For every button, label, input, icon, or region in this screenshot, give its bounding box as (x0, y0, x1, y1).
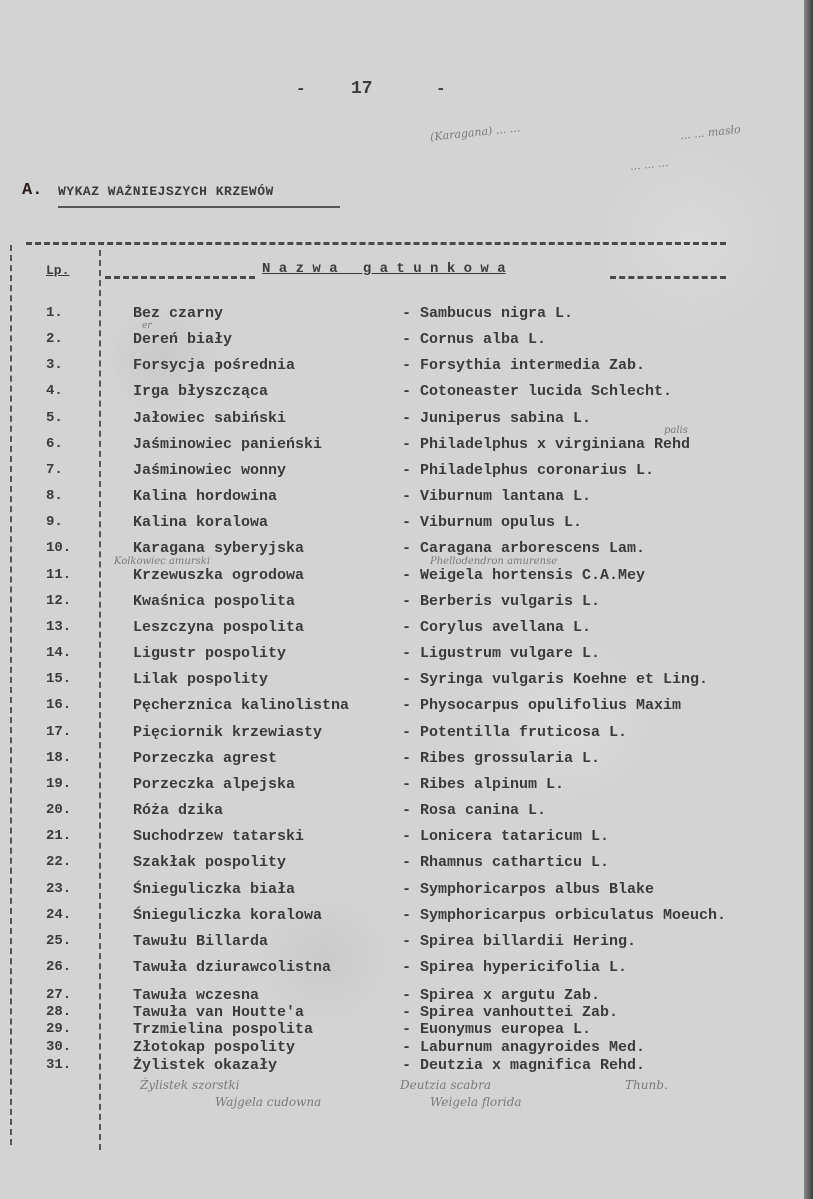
polish-name: Irga błyszcząca (133, 383, 269, 401)
handwritten-note: Phellodendron amurense (430, 556, 558, 567)
table-top-rule (26, 242, 726, 245)
header-rule-right (610, 276, 726, 279)
row-number: 21. (46, 828, 72, 845)
latin-name: - Symphoricarpos albus Blake (402, 880, 655, 898)
row-number: 13. (46, 618, 72, 635)
polish-name: Bez czarny (133, 305, 224, 322)
polish-name: Trzmielina pospolita (133, 1021, 314, 1038)
row-number: 24. (46, 906, 72, 923)
latin-name: - Juniperus sabina L. (402, 409, 592, 427)
latin-name: - Philadelphus coronarius L. (402, 461, 655, 479)
polish-name: Leszczyna pospolita (133, 618, 305, 636)
polish-name: Szakłak pospolity (133, 854, 287, 872)
polish-name: Tawuła dziurawcolistna (133, 959, 332, 976)
latin-name: - Lonicera tataricum L. (402, 828, 610, 846)
polish-name: Róża dzika (133, 802, 224, 820)
header-rule-left (105, 276, 255, 279)
polish-name: Kalina hordowina (133, 488, 278, 506)
polish-name: Żylistek okazały (133, 1057, 278, 1074)
row-number: 8. (46, 488, 63, 505)
left-border-rule (10, 245, 12, 1145)
polish-name: Jaśminowiec panieński (133, 435, 323, 453)
row-number: 18. (46, 749, 72, 766)
row-number: 12. (46, 592, 72, 609)
row-number: 28. (46, 1004, 72, 1020)
page-number: 17 (351, 79, 373, 99)
row-number: 6. (46, 435, 63, 452)
latin-name: - Syringa vulgaris Koehne et Ling. (402, 671, 709, 689)
latin-name: - Symphoricarpus orbiculatus Moeuch. (402, 906, 727, 924)
latin-name: - Forsythia intermedia Zab. (402, 357, 646, 375)
row-number: 10. (46, 540, 72, 557)
row-number: 23. (46, 880, 72, 897)
latin-name: - Weigela hortensis C.A.Mey (402, 566, 646, 584)
latin-name: - Philadelphus x virginiana Rehd (402, 435, 691, 453)
row-number: 19. (46, 775, 72, 792)
polish-name: Złotokap pospolity (133, 1039, 296, 1056)
row-number: 22. (46, 854, 72, 871)
polish-name: Kalina koralowa (133, 514, 269, 532)
row-number: 4. (46, 383, 63, 400)
polish-name: Śnieguliczka koralowa (133, 906, 323, 924)
latin-name: - Deutzia x magnifica Rehd. (402, 1057, 646, 1074)
latin-name: - Caragana arborescens Lam. (402, 540, 646, 558)
polish-name: Porzeczka alpejska (133, 775, 296, 793)
handwritten-note: Thunb. (625, 1078, 668, 1092)
polish-name: Porzeczka agrest (133, 749, 278, 767)
polish-name: Tawuła van Houtte'a (133, 1004, 305, 1021)
polish-name: Suchodrzew tatarski (133, 828, 305, 846)
row-number: 20. (46, 802, 72, 819)
polish-name: Pięciornik krzewiasty (133, 723, 323, 741)
latin-name: - Euonymus europea L. (402, 1021, 592, 1038)
polish-name: Tawułu Billarda (133, 932, 269, 950)
handwritten-note: ... ... ... (629, 156, 669, 173)
row-number: 25. (46, 932, 72, 949)
handwritten-note: Kolkowiec amurski (114, 556, 211, 567)
column-header-name: N a z w a g a t u n k o w a (262, 261, 506, 277)
polish-name: Jaśminowiec wonny (133, 461, 287, 479)
handwritten-note: ... ... masło (679, 122, 742, 143)
polish-name: Pęcherznica kalinolistna (133, 697, 350, 715)
handwritten-note: Weigela florida (430, 1095, 522, 1109)
latin-name: - Spirea x argutu Zab. (402, 987, 601, 1004)
polish-name: Ligustr pospolity (133, 645, 287, 663)
latin-name: - Cornus alba L. (402, 331, 547, 349)
latin-name: - Ligustrum vulgare L. (402, 645, 601, 663)
latin-name: - Spirea vanhouttei Zab. (402, 1004, 619, 1021)
latin-name: - Ribes grossularia L. (402, 749, 601, 767)
section-letter: A. (22, 181, 43, 200)
row-number: 29. (46, 1021, 72, 1037)
latin-name: - Spirea billardii Hering. (402, 932, 637, 950)
row-number: 31. (46, 1057, 72, 1073)
handwritten-note: (Karagana) ... ... (429, 121, 521, 144)
column-header-lp: Lp. (46, 263, 70, 278)
latin-name: - Potentilla fruticosa L. (402, 723, 628, 741)
polish-name: Tawuła wczesna (133, 987, 260, 1004)
row-number: 7. (46, 461, 63, 478)
column-divider (99, 250, 101, 1150)
row-number: 11. (46, 566, 72, 583)
latin-name: - Ribes alpinum L. (402, 775, 565, 793)
row-number: 26. (46, 959, 72, 975)
latin-name: - Spirea hypericifolia L. (402, 959, 628, 976)
row-number: 30. (46, 1039, 72, 1055)
row-number: 15. (46, 671, 72, 688)
polish-name: Forsycja pośrednia (133, 357, 296, 375)
polish-name: Krzewuszka ogrodowa (133, 566, 305, 584)
latin-name: - Rosa canina L. (402, 802, 547, 820)
handwritten-note: Wajgela cudowna (215, 1095, 322, 1109)
latin-name: - Corylus avellana L. (402, 618, 592, 636)
row-number: 27. (46, 987, 72, 1003)
polish-name: Śnieguliczka biała (133, 880, 296, 898)
handwritten-note: Żylistek szorstki (140, 1078, 240, 1092)
row-number: 17. (46, 723, 72, 740)
section-title: WYKAZ WAŻNIEJSZYCH KRZEWÓW (58, 184, 274, 199)
row-number: 2. (46, 331, 63, 348)
handwritten-note: palis (664, 425, 688, 436)
handwritten-note: Deutzia scabra (400, 1078, 492, 1092)
latin-name: - Berberis vulgaris L. (402, 592, 601, 610)
handwritten-correction: er (142, 321, 152, 331)
polish-name: Jałowiec sabiński (133, 409, 287, 427)
latin-name: - Physocarpus opulifolius Maxim (402, 697, 682, 715)
latin-name: - Laburnum anagyroides Med. (402, 1039, 646, 1056)
title-underline (58, 206, 340, 208)
row-number: 5. (46, 409, 63, 426)
row-number: 3. (46, 357, 63, 374)
row-number: 1. (46, 305, 63, 321)
row-number: 14. (46, 645, 72, 662)
polish-name: Karagana syberyjska (133, 540, 305, 558)
page-number-dash-right: - (436, 80, 446, 98)
polish-name: Lilak pospolity (133, 671, 269, 689)
latin-name: - Viburnum opulus L. (402, 514, 583, 532)
latin-name: - Rhamnus catharticu L. (402, 854, 610, 872)
page-number-dash-left: - (296, 80, 306, 98)
page-edge (804, 0, 813, 1199)
latin-name: - Sambucus nigra L. (402, 305, 574, 322)
row-number: 16. (46, 697, 72, 714)
latin-name: - Viburnum lantana L. (402, 488, 592, 506)
latin-name: - Cotoneaster lucida Schlecht. (402, 383, 673, 401)
row-number: 9. (46, 514, 63, 531)
polish-name: Dereń biały (133, 331, 233, 349)
polish-name: Kwaśnica pospolita (133, 592, 296, 610)
